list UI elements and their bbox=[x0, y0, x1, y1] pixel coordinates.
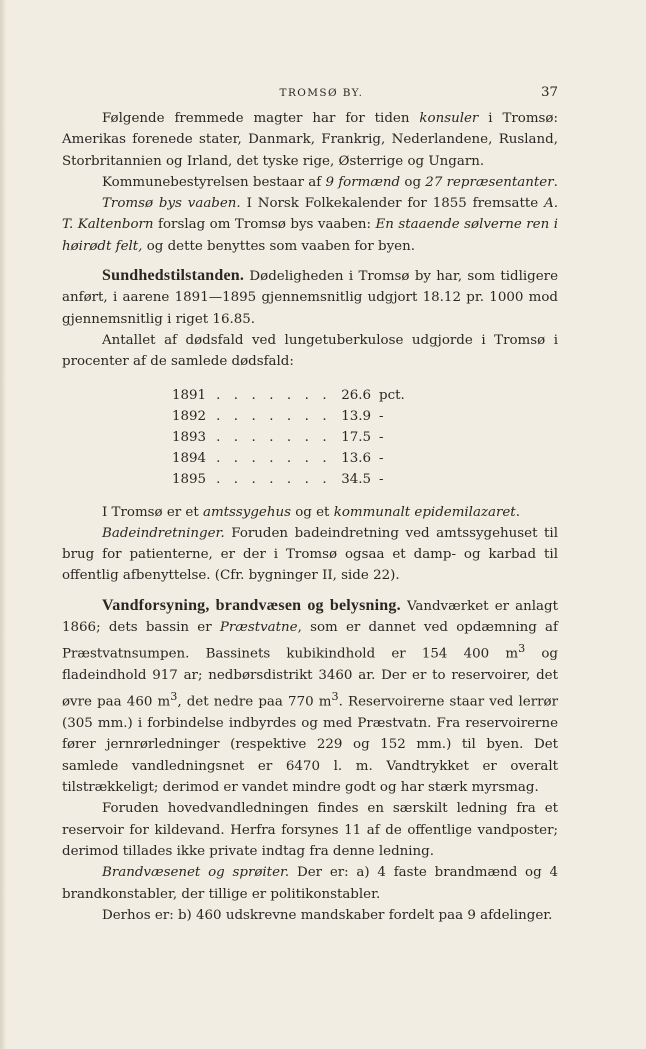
section-heading-water: Vandforsyning, brandvæsen og belysning. bbox=[102, 596, 401, 614]
paragraph-consuls: Følgende fremmede magter har for tiden konsuler i Tromsø: Amerikas forenede stater, Danmark, Frankrig, Nederlandene, Rusland, Storbritannien og Irland, det tyske rige, Østerrige og Ungarn. bbox=[62, 111, 559, 169]
section-health: Sundhedstilstanden. Dødeligheden i Tromsø by har, som tidligere anført, i aarene 1891—1895 gjennemsnitlig udgjort 18.12 pr. 1000 mod gjennemsnitlig i riget 16.85. bbox=[62, 267, 558, 327]
section-heading-health: Sundhedstilstanden. bbox=[102, 267, 245, 285]
paragraph-tuberculosis: Antallet af dødsfald ved lungetuberkulose udgjorde i Tromsø i procenter af de samlede dødsfald: bbox=[62, 332, 558, 370]
leader-dots: . . . . . . . bbox=[216, 408, 332, 424]
year-cell: 1894 bbox=[172, 450, 207, 466]
value-cell: 13.6 bbox=[341, 450, 372, 466]
paragraph-fire-service: Brandvæsenet og sprøiter. Der er: a) 4 faste brandmænd og 4 brandkonstabler, der tillige er politikonstabler. bbox=[62, 865, 558, 902]
leader-dots: . . . . . . . bbox=[216, 429, 332, 445]
table-row bbox=[172, 406, 405, 427]
year-cell: 1891 bbox=[172, 387, 207, 403]
unit-cell: - bbox=[379, 450, 384, 466]
leader-dots: . . . . . . . bbox=[216, 471, 332, 487]
value-cell: 13.9 bbox=[341, 408, 372, 424]
leader-dots: . . . . . . . bbox=[216, 450, 332, 466]
leader-dots: . . . . . . . bbox=[216, 387, 332, 403]
year-cell: 1893 bbox=[172, 429, 207, 445]
unit-cell: - bbox=[379, 408, 384, 424]
page-edge bbox=[0, 0, 6, 1049]
table-row bbox=[172, 385, 405, 406]
page-body bbox=[62, 82, 558, 926]
paragraph-divisions: Derhos er: b) 460 udskrevne mandskaber fordelt paa 9 afdelinger. bbox=[102, 907, 553, 923]
year-cell: 1892 bbox=[172, 408, 207, 424]
tuberculosis-table bbox=[172, 385, 405, 490]
unit-cell: - bbox=[379, 429, 384, 445]
paragraph-baths: Badeindretninger. Foruden badeindretning ved amtssygehuset til brug for patienterne, er der i Tromsø ogsaa et damp- og karbad til offentlig afbenyttelse. (Cfr. bygninger II, side 22). bbox=[62, 525, 558, 584]
value-cell: 17.5 bbox=[341, 429, 372, 445]
page-number: 37 bbox=[540, 85, 558, 100]
running-title: TROMSØ BY. bbox=[279, 87, 364, 99]
value-cell: 34.5 bbox=[341, 471, 372, 487]
unit-cell: - bbox=[379, 471, 384, 487]
paragraph-coat-of-arms: Tromsø bys vaaben. I Norsk Folkekalender for 1855 fremsatte A. T. Kaltenborn forslag om Tromsø bys vaaben: En staaende sølverne ren i høirødt felt, og dette benyttes som vaaben for byen. bbox=[62, 196, 558, 254]
unit-cell: pct. bbox=[379, 387, 405, 403]
paragraph-hospital: I Tromsø er et amtssygehus og et kommunalt epidemilazaret. bbox=[102, 504, 520, 520]
value-cell: 26.6 bbox=[341, 387, 372, 403]
table-row bbox=[172, 448, 405, 469]
section-water-supply: Vandforsyning, brandvæsen og belysning. Vandværket er anlagt 1866; dets bassin er Præstvatne, som er dannet ved opdæmning af Præstvatnsumpen. Bassinets kubikindhold er 154 400 $m^3$ og fladeindhold 917 ar; nedbørsdistrikt 3460 ar. Der er to reservoirer, det øvre paa 460 $m^3$, det nedre paa 770 $m^3$. Reservoirerne staar ved lerrør (305 mm.) i forbindelse indbyrdes og med Præstvatn. Fra reservoirerne fører jernrørledninger (respektive 229 og 152 mm.) til byen. Det samlede vandledningsnet er 6470 l. m. Vandtrykket er overalt tilstrækkeligt; derimod er vandet mindre godt og har stærk myrsmag. bbox=[62, 596, 558, 796]
table-row bbox=[172, 427, 405, 448]
table-row bbox=[172, 469, 405, 490]
paragraph-spring-water: Foruden hovedvandledningen findes en særskilt ledning fra et reservoir for kildevand. Herfra forsynes 11 af de offentlige vandposter; derimod tillades ikke private indtag fra denne ledning. bbox=[62, 801, 558, 859]
paragraph-municipal-board: Kommunebestyrelsen bestaar af 9 formænd og 27 repræsentanter. bbox=[102, 174, 558, 190]
year-cell: 1895 bbox=[172, 471, 207, 487]
running-header bbox=[62, 82, 558, 108]
